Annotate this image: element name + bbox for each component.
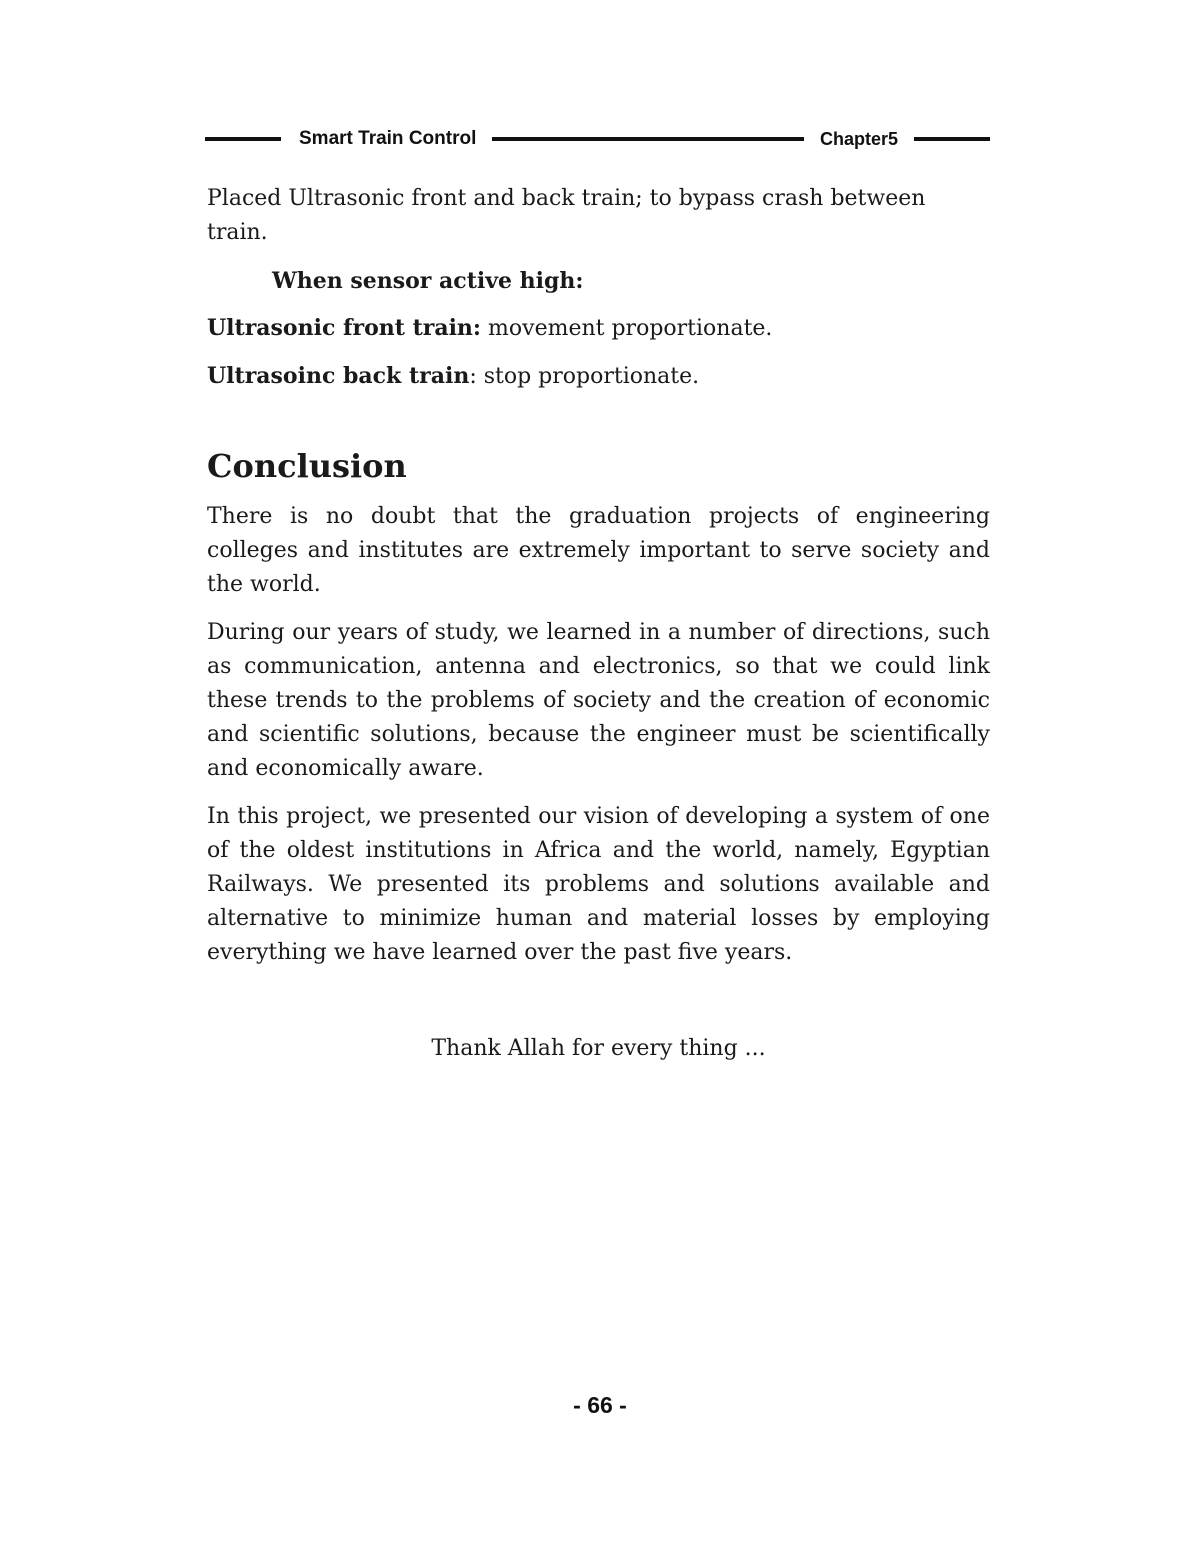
conclusion-paragraph-3: In this project, we presented our vision of developing a system of one of the oldest institutions in Africa and the world, namely, Egyptian Railways. We presented its problems and solutions available and alternative to minimize human and material losses by employing everything we have learned over the past five years.	[207, 804, 990, 965]
definition-text: : stop proportionate.	[469, 364, 700, 389]
conclusion-paragraph-1: There is no doubt that the graduation projects of engineering colleges and institutes are extremely important to serve society and the world.	[207, 504, 990, 597]
page-content	[207, 182, 990, 1066]
intro-paragraph: Placed Ultrasonic front and back train; to bypass crash between train.	[207, 186, 926, 245]
conclusion-heading: Conclusion	[207, 447, 407, 485]
conclusion-paragraph-2: During our years of study, we learned in a number of directions, such as communication, antenna and electronics, so that we could link these trends to the problems of society and the creation of economic and scientific solutions, because the engineer must be scientifically and economically aware.	[207, 620, 990, 781]
definition-front-train	[207, 311, 990, 346]
header-chapter: Chapter5	[819, 128, 898, 149]
definition-back-train	[207, 359, 990, 394]
header-rule-left	[205, 137, 281, 141]
definition-term: Ultrasoinc back train	[207, 363, 470, 389]
sensor-subheading: When sensor active high:	[272, 268, 584, 294]
header-rule-right	[914, 137, 990, 141]
header-rule-middle	[492, 137, 804, 141]
definition-text: movement proportionate.	[481, 316, 773, 341]
page-number: - 66 -	[573, 1392, 627, 1418]
page-header	[205, 126, 990, 152]
closing-line: Thank Allah for every thing ...	[431, 1036, 766, 1061]
definition-term: Ultrasonic front train:	[207, 315, 482, 341]
header-title: Smart Train Control	[299, 128, 477, 149]
